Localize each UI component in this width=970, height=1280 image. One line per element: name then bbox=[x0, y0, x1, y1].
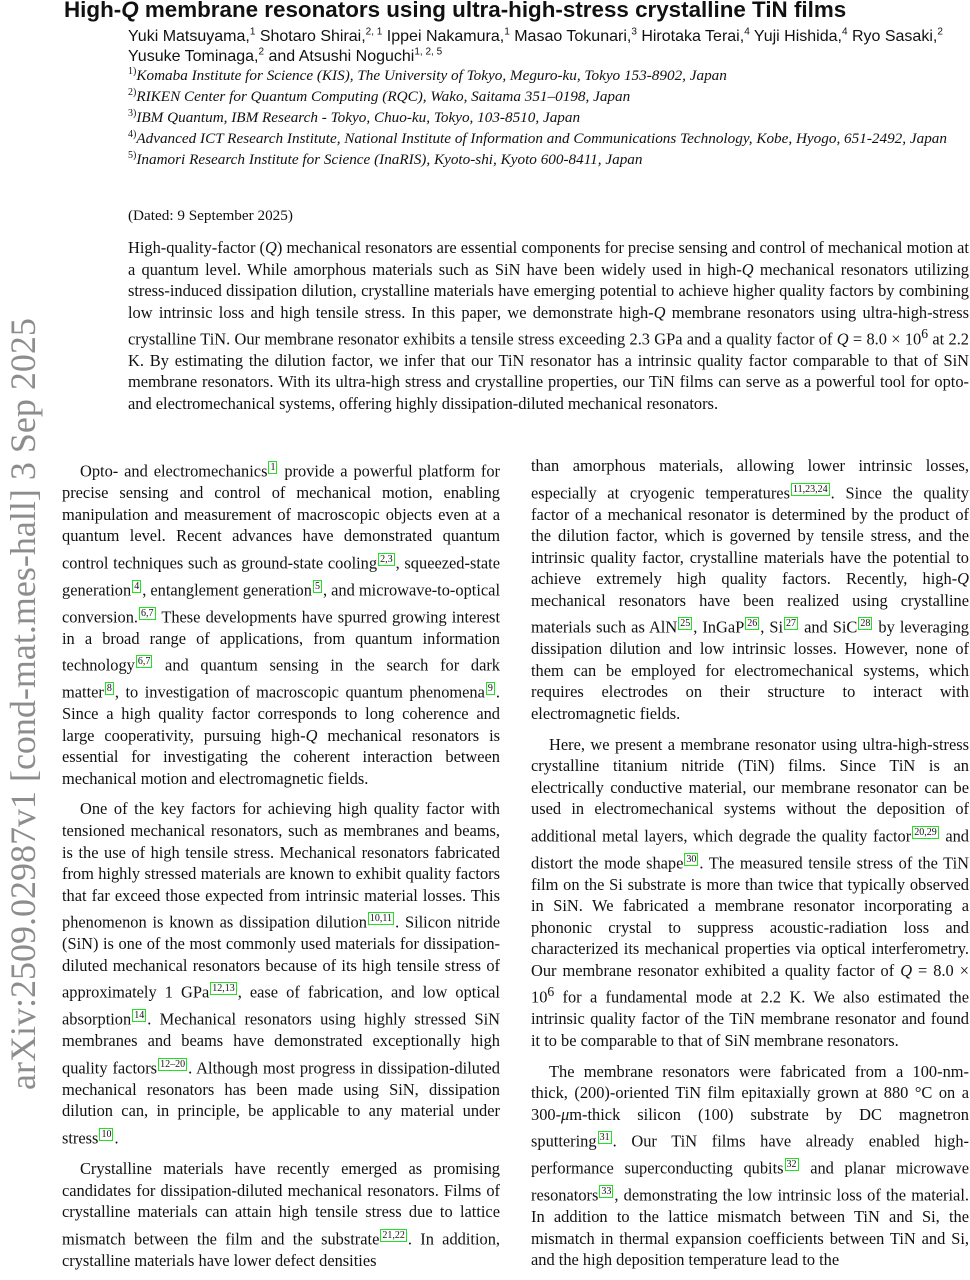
author-affiliation-mark: 2, 1 bbox=[365, 26, 383, 38]
math-symbol: Q bbox=[741, 259, 754, 279]
citation-number[interactable]: 4 bbox=[134, 580, 140, 592]
citation-number[interactable]: 20,29 bbox=[914, 826, 937, 838]
citation-number[interactable]: 9 bbox=[487, 683, 493, 695]
author-affiliation-mark: 3 bbox=[631, 26, 637, 38]
citation-number[interactable]: 32 bbox=[786, 1159, 797, 1171]
citation-number[interactable]: 26 bbox=[747, 618, 758, 630]
affiliation: $^{1)}$Komaba Institute for Science (KIS), The University of Tokyo, Meguro-ku, Tokyo 153-8902, Japan bbox=[128, 65, 727, 84]
paragraph: The membrane resonators were fabricated from a 100-nm-thick, (200)-oriented TiN film epitaxially grown at 880 °C on a 300-μm-thick silicon (100) substrate by DC magnetron sputtering $^{31}$ . Our TiN films have already enabled high-performance superconducting qubits $^{32}$ and planar microwave resonators $^{33}$ , demonstrating the low intrinsic loss of the material. In addition to the lattice mismatch between TiN and Si, the mismatch in thermal expansion coefficients between TiN and Si, and the high deposition temperature lead to the bbox=[531, 1061, 969, 1270]
author-affiliation-mark: 1 bbox=[249, 26, 256, 38]
citation-link[interactable] bbox=[267, 458, 278, 473]
body-column-left bbox=[62, 455, 500, 1280]
affiliation-number: 2) bbox=[128, 86, 137, 98]
author-affiliation-mark: 2 bbox=[937, 26, 943, 38]
paragraph: Crystalline materials have recently emerged as promising candidates for dissipation-diluted mechanical resonators. Films of crystalline materials can attain high tensile stress due to lattice mismatch between the film and the substrate $^{21,22}$ . In addition, crystalline materials have lower defect densities bbox=[62, 1159, 501, 1270]
citation-number[interactable]: 33 bbox=[601, 1186, 612, 1198]
citation-link[interactable] bbox=[312, 577, 323, 592]
author: Yusuke Tominaga,$^2$ bbox=[128, 46, 265, 65]
author: Masao Tokunari,$^3$ bbox=[509, 26, 637, 45]
math-symbol: Q bbox=[836, 329, 849, 349]
citation-number[interactable]: 27 bbox=[786, 618, 797, 630]
dated-line: (Dated: 9 September 2025) bbox=[128, 207, 293, 224]
citation-number[interactable]: 2,3 bbox=[380, 553, 393, 565]
citation-link[interactable] bbox=[209, 979, 238, 994]
citation-link[interactable] bbox=[98, 1125, 114, 1140]
citation-number[interactable]: 10 bbox=[101, 1129, 112, 1140]
paper-title: High-Q membrane resonators using ultra-high-stress crystalline TiN films bbox=[64, 0, 966, 23]
paragraph: One of the key factors for achieving high quality factor with tensioned mechanical resonators, such as membranes and beams, is the use of high tensile stress. Mechanical resonators fabricated from highly stressed materials are known to exhibit quality factors that far exceed those expected from intrinsic material losses. This phenomenon is known as dissipation dilution $^{10,11}$ . Silicon nitride (SiN) is one of the most commonly used materials for dissipation-diluted mechanical resonators because of its high tensile stress of approximately 1 GPa $^{12,13}$ , ease of fabrication, and low optical absorption $^{14}$ . Mechanical resonators using highly stressed SiN membranes and beams have demonstrated exceptionally high quality factors $^{12-20}$ . Although most progress in dissipation-diluted mechanical resonators has been made using SiN, dissipation dilution can, in principle, be applicable to any material under stress $^{10}$ . bbox=[62, 799, 501, 1148]
math-symbol: Q bbox=[653, 302, 666, 322]
citation-link[interactable] bbox=[911, 823, 940, 838]
paragraph: than amorphous materials, allowing lower intrinsic losses, especially at cryogenic temperatures $^{11,23,24}$ . Since the quality factor of a mechanical resonator is determined by the product of the dilution factor, which is governed by tensile stress, and the intrinsic quality factor, crystalline materials have the potential to achieve extremely high quality factors. Recently, high-Q mechanical resonators have been realized using crystalline materials such as AlN $^{25}$ , InGaP $^{26}$ , Si $^{27}$ and SiC $^{28}$ by leveraging dissipation dilution and low intrinsic losses. However, none of them can be employed for electromechanical systems, which requires electrodes on their structure to interact with electromagnetic fields. bbox=[531, 456, 970, 723]
citation-link[interactable] bbox=[857, 614, 873, 629]
arxiv-identifier: arXiv:2509.02987v1 [cond-mat.mes-hall] 3 Sep 2025 bbox=[3, 318, 43, 1090]
citation-number[interactable]: 8 bbox=[106, 683, 112, 695]
superscript: 6 bbox=[921, 326, 929, 341]
author-affiliation-mark: 1, 2, 5 bbox=[414, 46, 443, 58]
title-q-symbol: Q bbox=[121, 0, 139, 22]
author-affiliation-mark: 2 bbox=[258, 46, 265, 58]
citation-number[interactable]: 12–20 bbox=[160, 1058, 186, 1070]
math-symbol: μ bbox=[561, 1104, 570, 1124]
affiliation-list bbox=[128, 66, 968, 171]
affiliation-number: 5) bbox=[128, 149, 137, 161]
math-symbol: Q bbox=[900, 960, 913, 980]
author: Ryo Sasaki,$^2$ bbox=[847, 26, 943, 45]
citation-link[interactable] bbox=[157, 1055, 188, 1070]
citation-number[interactable]: 31 bbox=[599, 1132, 610, 1144]
author: Ippei Nakamura,$^1$ bbox=[382, 26, 510, 45]
citation-number[interactable]: 14 bbox=[134, 1010, 145, 1022]
math-symbol: Q bbox=[957, 569, 969, 589]
paragraph: Here, we present a membrane resonator using ultra-high-stress crystalline titanium nitride (TiN) films. Since TiN is an electrically conductive material, our membrane resonator can be used in electromechanical systems without the deposition of additional metal layers, which degrade the quality factor $^{20,29}$ and distort the mode shape $^{30}$ . The measured tensile stress of the TiN film on the Si substrate is more than twice that typically observed in SiN. We fabricated a membrane resonator incorporating a phononic crystal to suppress acoustic-radiation loss and characterized its mechanical properties via optical interferometry. Our membrane resonator exhibited a quality factor of $Q = 8.0 \times 10^6$ for a fundamental mode at 2.2 K. We also estimated the intrinsic quality factor of the TiN membrane resonator and found it to be comparable to that of SiN membrane resonators. bbox=[531, 734, 970, 1051]
citation-link[interactable] bbox=[138, 604, 157, 619]
citation-number[interactable]: 25 bbox=[680, 618, 691, 630]
author: Yuji Hishida,$^4$ bbox=[749, 26, 848, 45]
citation-number[interactable]: 21,22 bbox=[382, 1229, 405, 1241]
affiliation: $^{4)}$Advanced ICT Research Institute, National Institute of Information and Communications Technology, Kobe, Hyogo, 651-2492, Japan bbox=[128, 128, 947, 147]
abstract: High-quality-factor (Q) mechanical resonators are essential components for precise sensing and control of mechanical motion at a quantum level. While amorphous materials such as SiN have been widely used in high-Q mechanical resonators utilizing stress-induced dissipation dilution, crystalline materials have emerging potential to achieve higher quality factors by combining low intrinsic loss and high tensile stress. In this paper, we demonstrate high-Q membrane resonators using ultra-high-stress crystalline TiN. Our membrane resonator exhibits a tensile stress exceeding 2.3 GPa and a quality factor of $Q = 8.0 \times 10^6$ at 2.2 K. By estimating the dilution factor, we infer that our TiN resonator has a intrinsic quality factor comparable to that of SiN membrane resonators. With its ultra-high stress and crystalline properties, our TiN films can serve as a powerful tool for opto- and electromechanical systems, offering highly dissipation-diluted mechanical resonators. bbox=[128, 238, 969, 413]
citation-link[interactable] bbox=[131, 577, 142, 592]
math-symbol: Q bbox=[265, 238, 277, 257]
affiliation-number: 4) bbox=[128, 128, 137, 140]
citation-number[interactable]: 6,7 bbox=[141, 607, 154, 619]
citation-link[interactable] bbox=[784, 1155, 800, 1170]
citation-link[interactable] bbox=[677, 614, 693, 629]
citation-number[interactable]: 12,13 bbox=[212, 983, 235, 995]
superscript: 6 bbox=[547, 984, 555, 1000]
citation-number[interactable]: 30 bbox=[686, 853, 697, 865]
author: Yuki Matsuyama,$^1$ bbox=[128, 26, 256, 45]
affiliation: $^{5)}$Inamori Research Institute for Science (InaRIS), Kyoto-shi, Kyoto 600-8411, Japan bbox=[128, 149, 643, 168]
citation-link[interactable] bbox=[377, 550, 396, 565]
affiliation: $^{3)}$IBM Quantum, IBM Research - Tokyo, Chuo-ku, Tokyo, 103-8510, Japan bbox=[128, 107, 581, 126]
author: and Atsushi Noguchi$^{1, 2, 5}$ bbox=[264, 46, 443, 65]
citation-link[interactable] bbox=[790, 480, 831, 495]
citation-number[interactable]: 28 bbox=[860, 618, 871, 630]
paragraph: Opto- and electromechanics $^1$ provide a powerful platform for precise sensing and control of mechanical motion, enabling manipulation and measurement of macroscopic objects even at a quantum level. Recent advances have demonstrated quantum control techniques such as ground-state cooling $^{2,3}$ , squeezed-state generation $^4$ , entanglement generation $^5$ , and microwave-to-optical conversion. $^{6,7}$ These developments have spurred growing interest in a broad range of applications, from quantum information technology $^{6,7}$ and quantum sensing in the search for dark matter $^8$ , to investigation of macroscopic quantum phenomena $^9$ . Since a high quality factor corresponds to long coherence and large cooperativity, pursuing high-Q mechanical resonators is essential for investigating the coherent interaction between mechanical motion and electromagnetic fields. bbox=[62, 455, 500, 789]
citation-number[interactable]: 10,11 bbox=[369, 913, 393, 925]
body-column-right bbox=[531, 455, 969, 1280]
citation-link[interactable] bbox=[485, 679, 496, 694]
citation-number[interactable]: 1 bbox=[270, 462, 276, 473]
author-affiliation-mark: 4 bbox=[744, 26, 750, 38]
affiliation: $^{2)}$RIKEN Center for Quantum Computing (RQC), Wako, Saitama 351–0198, Japan bbox=[128, 86, 631, 105]
citation-link[interactable] bbox=[379, 1226, 408, 1241]
author-affiliation-mark: 1 bbox=[504, 26, 510, 38]
citation-link[interactable] bbox=[104, 679, 115, 694]
citation-link[interactable] bbox=[598, 1182, 614, 1197]
citation-number[interactable]: 11,23,24 bbox=[792, 483, 828, 495]
citation-number[interactable]: 5 bbox=[314, 580, 320, 592]
affiliation-number: 1) bbox=[128, 65, 137, 77]
author: Shotaro Shirai,$^{2, 1}$ bbox=[255, 26, 383, 45]
author: Hirotaka Terai,$^4$ bbox=[636, 26, 750, 45]
citation-link[interactable] bbox=[744, 614, 760, 629]
citation-link[interactable] bbox=[135, 652, 154, 667]
arxiv-sidebar bbox=[2, 318, 43, 1130]
math-symbol: Q bbox=[305, 725, 318, 745]
citation-link[interactable] bbox=[131, 1006, 147, 1021]
citation-link[interactable] bbox=[683, 850, 699, 865]
author-list bbox=[128, 27, 966, 67]
citation-number[interactable]: 6,7 bbox=[137, 656, 151, 668]
author-affiliation-mark: 4 bbox=[841, 26, 848, 38]
citation-link[interactable] bbox=[367, 909, 395, 924]
citation-link[interactable] bbox=[597, 1128, 613, 1143]
citation-link[interactable] bbox=[783, 614, 799, 629]
affiliation-number: 3) bbox=[128, 107, 137, 119]
